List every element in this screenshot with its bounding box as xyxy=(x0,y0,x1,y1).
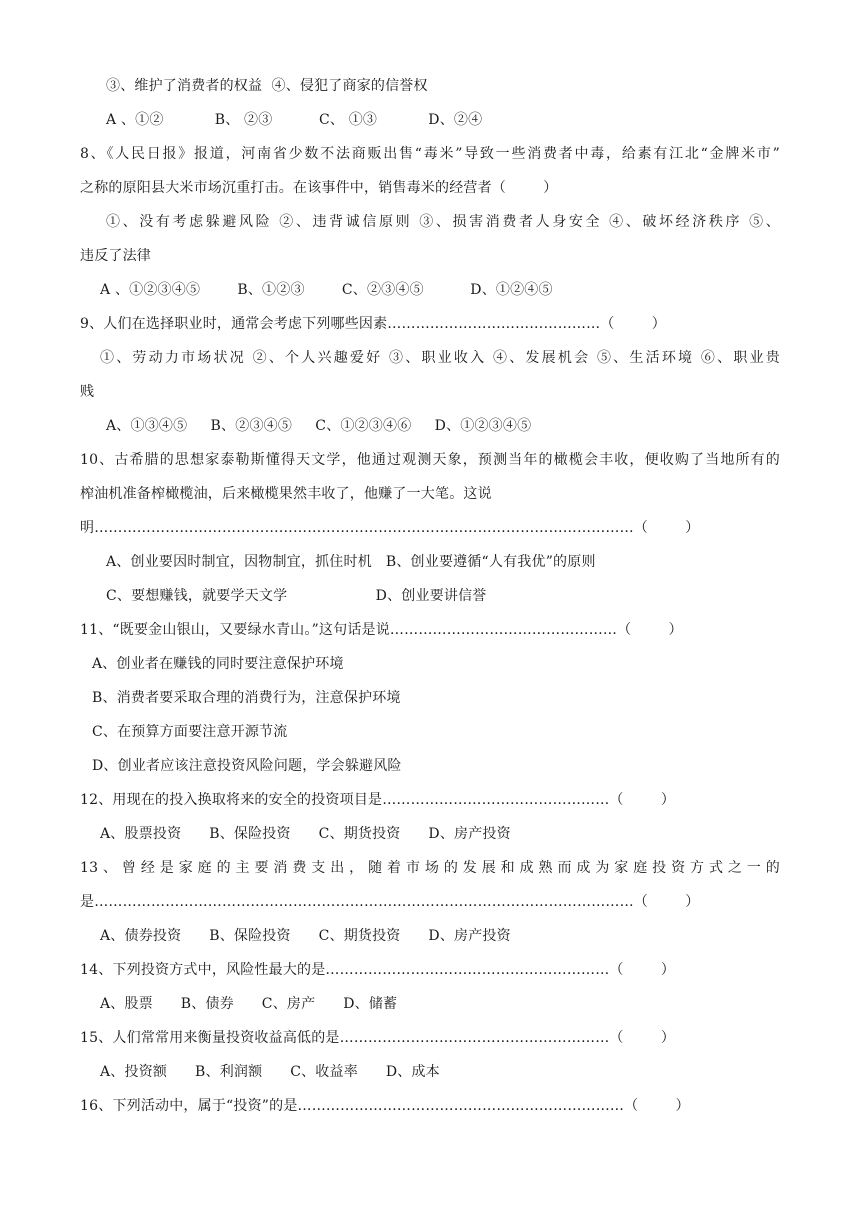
answer-options: A、股票投资 B、保险投资 C、期货投资 D、房产投资 xyxy=(100,826,511,842)
text-line: 榨油机准备榨橄榄油，后来橄榄果然丰收了，他赚了一大笔。这说 xyxy=(80,486,492,502)
answer-options: A、创业要因时制宜，因物制宜，抓住时机 B、创业要遵循“人有我优”的原则 xyxy=(106,554,596,570)
text-line: ③、维护了消费者的权益 ④、侵犯了商家的信誉权 xyxy=(106,78,428,94)
text-line: 贱 xyxy=(80,384,95,400)
text-line: ①、劳动力市场状况 ②、个人兴趣爱好 ③、职业收入 ④、发展机会 ⑤、生活环境 ⑥、职业贵 xyxy=(100,350,780,366)
answer-options: A、股票 B、债券 C、房产 D、储蓄 xyxy=(100,996,398,1012)
answer-options: C、要想赚钱，就要学天文学 D、创业要讲信誉 xyxy=(106,588,487,604)
answer-options: A 、①②③④⑤ B、①②③ C、②③④⑤ D、①②④⑤ xyxy=(100,282,553,298)
question-16: 16、下列活动中，属于“投资”的是……………………………………………………………（ ） xyxy=(80,1098,690,1114)
question-9: 9、人们在选择职业时，通常会考虑下列哪些因素………………………………………（ ） xyxy=(80,316,666,332)
text-line: ①、没有考虑躲避风险 ②、违背诚信原则 ③、损害消费者人身安全 ④、破坏经济秩序 ⑤、 xyxy=(106,214,780,230)
answer-option: C、在预算方面要注意开源节流 xyxy=(92,724,288,740)
question-10: 10、古希腊的思想家泰勒斯懂得天文学，他通过观测天象，预测当年的橄榄会丰收，便收购了当地所有的 xyxy=(80,452,780,468)
answer-options: A 、①② B、 ②③ C、 ①③ D、②④ xyxy=(106,112,483,128)
text-line: 违反了法律 xyxy=(80,248,151,264)
answer-options: A、①③④⑤ B、②③④⑤ C、①②③④⑥ D、①②③④⑤ xyxy=(106,418,532,434)
question-13: 13、曾经是家庭的主要消费支出，随着市场的发展和成熟而成为家庭投资方式之一的 xyxy=(80,860,780,876)
answer-options: A、债券投资 B、保险投资 C、期货投资 D、房产投资 xyxy=(100,928,511,944)
question-11: 11、“既要金山银山，又要绿水青山。”这句话是说…………………………………………（ ） xyxy=(80,622,683,638)
text-line: 之称的原阳县大米市场沉重打击。在该事件中，销售毒米的经营者（ ） xyxy=(80,180,558,196)
text-line: 是……………………………………………………………………………………………………（ ） xyxy=(80,894,700,910)
question-12: 12、用现在的投入换取将来的安全的投资项目是…………………………………………（ ） xyxy=(80,792,676,808)
answer-option: D、创业者应该注意投资风险问题，学会躲避风险 xyxy=(92,758,402,774)
question-15: 15、人们常常用来衡量投资收益高低的是…………………………………………………（ ） xyxy=(80,1030,676,1046)
text-line: 明……………………………………………………………………………………………………（ ） xyxy=(80,520,700,536)
answer-option: A、创业者在赚钱的同时要注意保护环境 xyxy=(92,656,344,672)
answer-options: A、投资额 B、利润额 C、收益率 D、成本 xyxy=(100,1064,440,1080)
question-14: 14、下列投资方式中，风险性最大的是……………………………………………………（ ） xyxy=(80,962,676,978)
question-8: 8、《人民日报》报道，河南省少数不法商贩出售“毒米”导致一些消费者中毒，给素有江北“金牌米市” xyxy=(80,146,780,162)
answer-option: B、消费者要采取合理的消费行为，注意保护环境 xyxy=(92,690,401,706)
